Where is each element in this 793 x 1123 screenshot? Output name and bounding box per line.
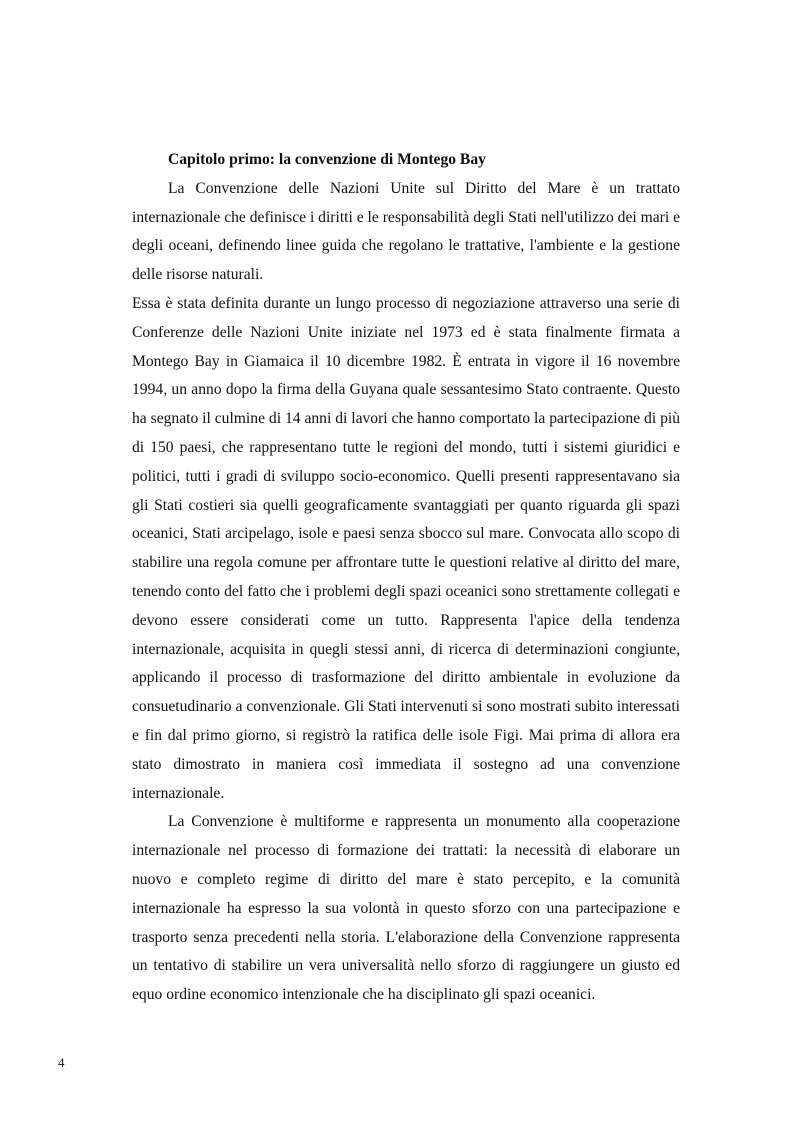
paragraph-cooperation: La Convenzione è multiforme e rappresenta un monumento alla cooperazione internazionale nel processo di formazione dei trattati: la necessità di elaborare un nuovo e completo regime di diritto del mare è stato percepito, e la comunità internazionale ha espresso la sua volontà in questo sforzo con una partecipazione e trasporto senza precedenti nella storia. L'elaborazione della Convenzione rappresenta un tentativo di stabilire un vera universalità nello sforzo di raggiungere un giusto ed equo ordine economico intenzionale che ha disciplinato gli spazi oceanici. [132,813,680,1004]
paragraph-history: Essa è stata definita durante un lungo processo di negoziazione attraverso una serie di Conferenze delle Nazioni Unite iniziate nel 1973 ed è stata finalmente firmata a Montego Bay in Giamaica il 10 dicembre 1982. È entrata in vigore il 16 novembre 1994, un anno dopo la firma della Guyana quale sessantesimo Stato contraente. Questo ha segnato il culmine di 14 anni di lavori che hanno comportato la partecipazione di più di 150 paesi, che rappresentano tutte le regioni del mondo, tutti i sistemi giuridici e politici, tutti i gradi di sviluppo socio-economico. Quelli presenti rappresentavano sia gli Stati costieri sia quelli geograficamente svantaggiati per quanto riguarda gli spazi oceanici, Stati arcipelago, isole e paesi senza sbocco sul mare. Convocata allo scopo di stabilire una regola comune per affrontare tutte le questioni relative al diritto del mare, tenendo conto del fatto che i problemi degli spazi oceanici sono strettamente collegati e devono essere considerati come un tutto. Rappresenta l'apice della tendenza internazionale, acquisita in quegli stessi anni, di ricerca di determinazioni congiunte, applicando il processo di trasformazione del diritto ambientale in evoluzione da consuetudinario a convenzionale. Gli Stati intervenuti si sono mostrati subito interessati e fin dal primo giorno, si registrò la ratifica delle isole Figi. Mai prima di allora era stato dimostrato in maniera così immediata il sostegno ad una convenzione internazionale. [132,294,680,802]
paragraph-intro: La Convenzione delle Nazioni Unite sul Diritto del Mare è un trattato internazionale che definisce i diritti e le responsabilità degli Stati nell'utilizzo dei mari e degli oceani, definendo linee guida che regolano le trattative, l'ambiente e la gestione delle risorse naturali. [132,179,680,284]
page-number: 4 [58,1055,65,1070]
chapter-title: Capitolo primo: la convenzione di Montego Bay [168,151,486,168]
body-text [132,146,680,1010]
